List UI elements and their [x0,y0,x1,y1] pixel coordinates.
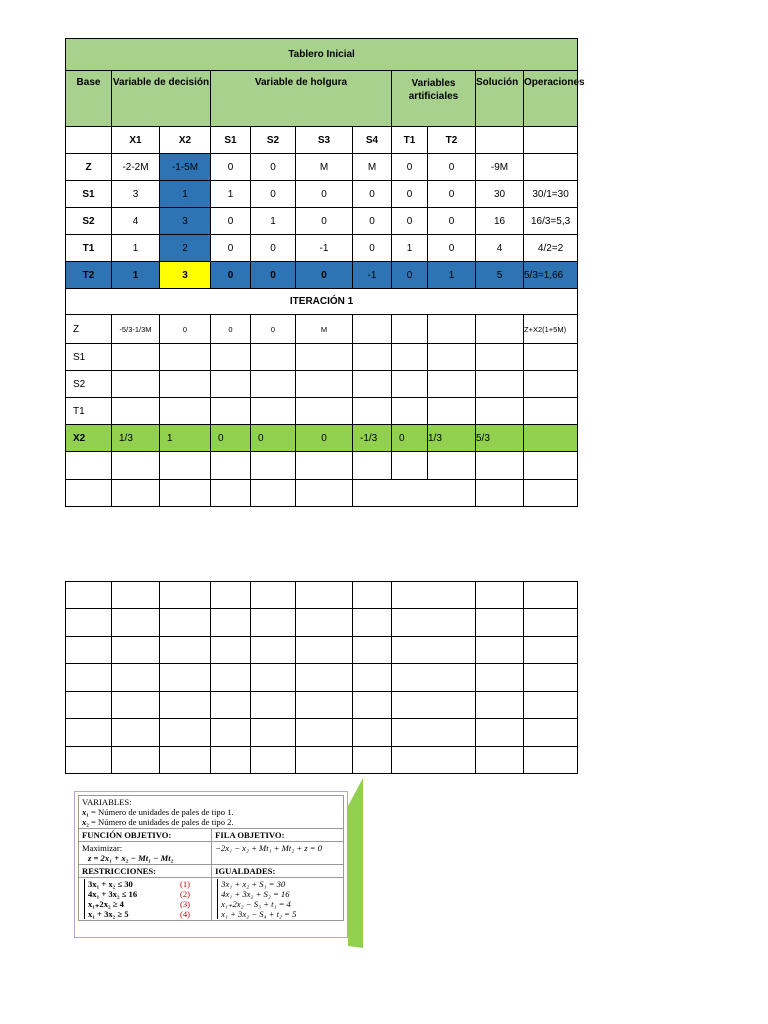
table-cell [353,609,392,637]
table-cell [112,480,160,507]
row-base: X2 [66,425,112,452]
restriction-tag: (2) [180,889,191,899]
table-cell [211,719,251,747]
column-header: X1 [112,127,160,154]
solution-cell [476,315,524,344]
table-cell [112,747,160,774]
table-cell [353,582,392,609]
table-cell [353,398,392,425]
table-cell: 0 [211,315,251,344]
table-cell: 0 [251,315,296,344]
table-cell: 0 [428,154,476,181]
row-base: S2 [66,208,112,235]
table-cell: 0 [392,208,428,235]
table-cell: 1 [211,181,251,208]
table-cell [428,371,476,398]
table-cell: 0 [211,235,251,262]
table-cell [296,719,353,747]
table-cell [296,344,353,371]
equalities-title: IGUALDADES: [212,865,344,878]
objective-title: FUNCIÓN OBJETIVO: [79,829,212,842]
column-header-empty [524,127,578,154]
table-cell [160,344,211,371]
table-cell: 0 [251,235,296,262]
table-cell [251,637,296,664]
table-cell [353,344,392,371]
table-row [66,208,578,235]
pivot-column-cell: 3 [160,208,211,235]
table-row [66,344,578,371]
table-cell: 0 [251,262,296,289]
table-cell [476,452,524,480]
objective-cell [79,842,212,865]
formulation-table [78,795,344,921]
table-cell [66,664,112,692]
table-cell: 1/3 [428,425,476,452]
equality: 3x₁ + x₂ + S₁ = 30 [221,879,286,889]
row-base: T1 [66,398,112,425]
table-cell [296,637,353,664]
table-cell [476,747,524,774]
table-cell [476,609,524,637]
table-cell: M [296,154,353,181]
restriction-tag: (3) [180,899,191,909]
table-cell [66,747,112,774]
table-cell: 1 [160,425,211,452]
simplex-table [65,38,585,507]
table-cell [112,371,160,398]
table-cell [353,719,392,747]
table-cell [160,371,211,398]
table-row [66,315,578,344]
table-cell: 0 [353,181,392,208]
table-cell [524,452,578,480]
row-base: Z [66,315,112,344]
equality: 4x₁ + 3x₂ + S₂ = 16 [221,889,290,899]
table-cell: 0 [251,154,296,181]
table-cell [524,719,578,747]
table-cell [392,664,476,692]
solution-cell: 5/3 [476,425,524,452]
table-cell: M [296,315,353,344]
header-artificial: Variables artificiales [392,71,476,127]
table-cell [296,452,353,480]
table-cell [392,582,476,609]
table-cell [476,692,524,719]
restriction: 4x₁ + 3x₂ ≤ 16 [88,889,138,899]
table-cell [296,398,353,425]
restriction-tag: (4) [180,909,191,919]
restriction-tag: (1) [180,879,191,889]
table-cell [251,480,296,507]
empty-table [65,581,578,774]
operation-cell [524,398,578,425]
operation-cell [524,344,578,371]
table-cell [476,719,524,747]
table-cell [524,664,578,692]
column-header-empty [66,127,112,154]
table-cell [160,609,211,637]
table-cell [66,637,112,664]
solution-cell: 30 [476,181,524,208]
row-base: Z [66,154,112,181]
restriction: x₁ + 3x₂ ≥ 5 [88,909,129,919]
header-base: Base [66,71,112,127]
table-cell [524,747,578,774]
table-cell [251,719,296,747]
table-cell [524,582,578,609]
table-cell [251,664,296,692]
table-cell: 0 [160,315,211,344]
table-cell [251,692,296,719]
table-cell: 0 [251,425,296,452]
table-cell [66,692,112,719]
table-cell [296,609,353,637]
table-cell [66,452,112,480]
table-cell [66,582,112,609]
table-cell [524,692,578,719]
restrictions-title: RESTRICCIONES: [79,865,212,878]
solution-cell: 16 [476,208,524,235]
pivot-element: 3 [160,262,211,289]
solution-cell: -9M [476,154,524,181]
table-cell [392,315,428,344]
table-cell [112,609,160,637]
table-cell [476,637,524,664]
table-cell [160,637,211,664]
table-cell [251,582,296,609]
header-operations: Operaciones [524,71,578,127]
table-cell [353,664,392,692]
table-cell: 3 [112,181,160,208]
table-row [66,181,578,208]
table-cell [112,398,160,425]
table-cell [296,371,353,398]
restriction: 3x₁ + x₂ ≤ 30 [88,879,133,889]
table-cell: 0 [211,425,251,452]
table-cell [296,664,353,692]
table-cell [392,344,428,371]
table-cell [428,398,476,425]
table-cell [353,480,476,507]
table-cell: 0 [392,181,428,208]
column-header: T1 [392,127,428,154]
table-cell: -1 [296,235,353,262]
header-decision: Variable de decisión [112,71,211,127]
table-cell [392,637,476,664]
table-cell [476,480,524,507]
table-cell [251,747,296,774]
formulation-image [74,791,348,938]
table-row [66,398,578,425]
objective-function: z = 2x₁ + x₂ − Mt₁ − Mt₂ [88,853,174,863]
table-cell [211,452,251,480]
table-cell [160,747,211,774]
table-cell [211,582,251,609]
row-base: T1 [66,235,112,262]
table-cell [428,452,476,480]
table-cell [524,637,578,664]
table-cell [112,637,160,664]
table-row [66,747,578,774]
table-cell [353,747,392,774]
row-base: T2 [66,262,112,289]
table-cell [524,480,578,507]
table-cell [211,747,251,774]
table-cell: 0 [296,262,353,289]
table-cell [392,452,428,480]
column-header: S4 [353,127,392,154]
table-cell [353,452,392,480]
operation-cell [524,425,578,452]
table-row [66,637,578,664]
table-cell: 1 [392,235,428,262]
table-row [66,371,578,398]
row-base: S1 [66,181,112,208]
table-cell [251,344,296,371]
table-cell: 0 [211,154,251,181]
table-cell: 0 [296,208,353,235]
table-cell: 4 [112,208,160,235]
table-cell [296,692,353,719]
table-cell: -1 [353,262,392,289]
table-cell [524,609,578,637]
equalities-cell [212,878,344,921]
table-cell [112,582,160,609]
table-cell [160,582,211,609]
table-row [66,235,578,262]
equality: x₁ + 3x₂ − S₄ + t₂ = 5 [221,909,297,919]
header-slack: Variable de holgura [211,71,392,127]
column-header: S3 [296,127,353,154]
table-cell [251,452,296,480]
objective-row: −2x₁ − x₂ + Mt₁ + Mt₂ + z = 0 [212,842,344,865]
solution-cell: 5 [476,262,524,289]
table-cell: 1/3 [112,425,160,452]
table-cell [251,371,296,398]
pivot-column-cell: 1 [160,181,211,208]
table-cell [160,664,211,692]
table-cell [112,344,160,371]
table-cell [392,747,476,774]
table-cell: 1 [112,262,160,289]
operation-cell [524,371,578,398]
objective-row-title: FILA OBJETIVO: [212,829,344,842]
table-cell [112,692,160,719]
table-cell: 0 [392,425,428,452]
table-row [66,692,578,719]
header-solution: Solución [476,71,524,127]
table-row [66,452,578,480]
table-cell [112,719,160,747]
table-cell [211,692,251,719]
table-cell [392,371,428,398]
solution-cell [476,398,524,425]
table-cell: 1 [112,235,160,262]
solution-cell: 4 [476,235,524,262]
table-cell [353,692,392,719]
table-cell [392,609,476,637]
table-cell [353,371,392,398]
table-row [66,609,578,637]
table-cell [112,664,160,692]
table-cell [211,609,251,637]
table-cell: 1 [251,208,296,235]
table-cell [476,664,524,692]
table-cell: 0 [353,208,392,235]
row-base: S1 [66,344,112,371]
table-row [66,719,578,747]
table-cell [392,719,476,747]
table-cell [392,398,428,425]
operation-cell: 30/1=30 [524,181,578,208]
table-cell: 0 [428,208,476,235]
iteration-title: ITERACIÓN 1 [66,289,578,315]
table-row [66,582,578,609]
column-header: S1 [211,127,251,154]
table-cell: 0 [392,154,428,181]
table-cell [160,719,211,747]
table-cell [160,692,211,719]
table-cell [66,719,112,747]
table-cell: 0 [428,181,476,208]
table-row [66,664,578,692]
pivot-row [66,262,578,289]
table-cell: 0 [251,181,296,208]
table-cell: M [353,154,392,181]
table-cell [211,664,251,692]
solution-cell [476,371,524,398]
operation-cell: 4/2=2 [524,235,578,262]
table-cell [211,637,251,664]
row-base: S2 [66,371,112,398]
table-cell: 0 [211,208,251,235]
new-pivot-row [66,425,578,452]
table-cell: -2-2M [112,154,160,181]
solution-cell [476,344,524,371]
table-cell: 0 [296,181,353,208]
operation-cell: 5/3=1,66 [524,262,578,289]
restriction: x₁₊2x₂ ≥ 4 [88,899,124,909]
restrictions-cell [79,878,212,921]
table-cell [211,480,251,507]
variables-title: VARIABLES: [82,797,132,807]
column-header: T2 [428,127,476,154]
table-cell: -1/3 [353,425,392,452]
column-header: X2 [160,127,211,154]
decorative-accent [348,778,363,948]
table-cell [66,480,112,507]
table-cell [211,371,251,398]
equality: x₁₊2x₂ − S₃ + t₁ = 4 [221,899,291,909]
table-cell [211,398,251,425]
table-cell [353,637,392,664]
table-cell: 0 [428,235,476,262]
table-cell [392,692,476,719]
table-cell [296,480,353,507]
variables-section: VARIABLES: x₁ = Número de unidades de pales de tipo 1. x₂ = Número de unidades de pales de tipo 2. [79,796,344,829]
table-cell [160,452,211,480]
table-cell [160,398,211,425]
column-header: S2 [251,127,296,154]
table-cell [296,582,353,609]
table-cell [211,344,251,371]
table-cell: 1 [428,262,476,289]
table-cell: -5/3-1/3M [112,315,160,344]
table-cell: 0 [353,235,392,262]
table-cell [428,315,476,344]
table-cell [428,344,476,371]
table-cell [66,609,112,637]
x1-definition: = Número de unidades de pales de tipo 1. [91,807,234,817]
table-title: Tablero Inicial [66,39,578,71]
table-row [66,154,578,181]
operation-cell: 16/3=5,3 [524,208,578,235]
table-cell [251,609,296,637]
table-cell [112,452,160,480]
operation-cell: Z+X2(1+5M) [524,315,578,344]
pivot-column-cell: 2 [160,235,211,262]
table-cell: 0 [392,262,428,289]
table-cell [353,315,392,344]
table-cell [476,582,524,609]
table-cell: 0 [211,262,251,289]
table-cell [296,747,353,774]
operation-cell [524,154,578,181]
column-header-empty [476,127,524,154]
pivot-column-cell: -1-5M [160,154,211,181]
table-cell: 0 [296,425,353,452]
maximize-label: Maximizar: [82,843,123,853]
table-cell [160,480,211,507]
x2-definition: = Número de unidades de pales de tipo 2. [91,817,234,827]
table-cell [251,398,296,425]
table-row [66,480,578,507]
